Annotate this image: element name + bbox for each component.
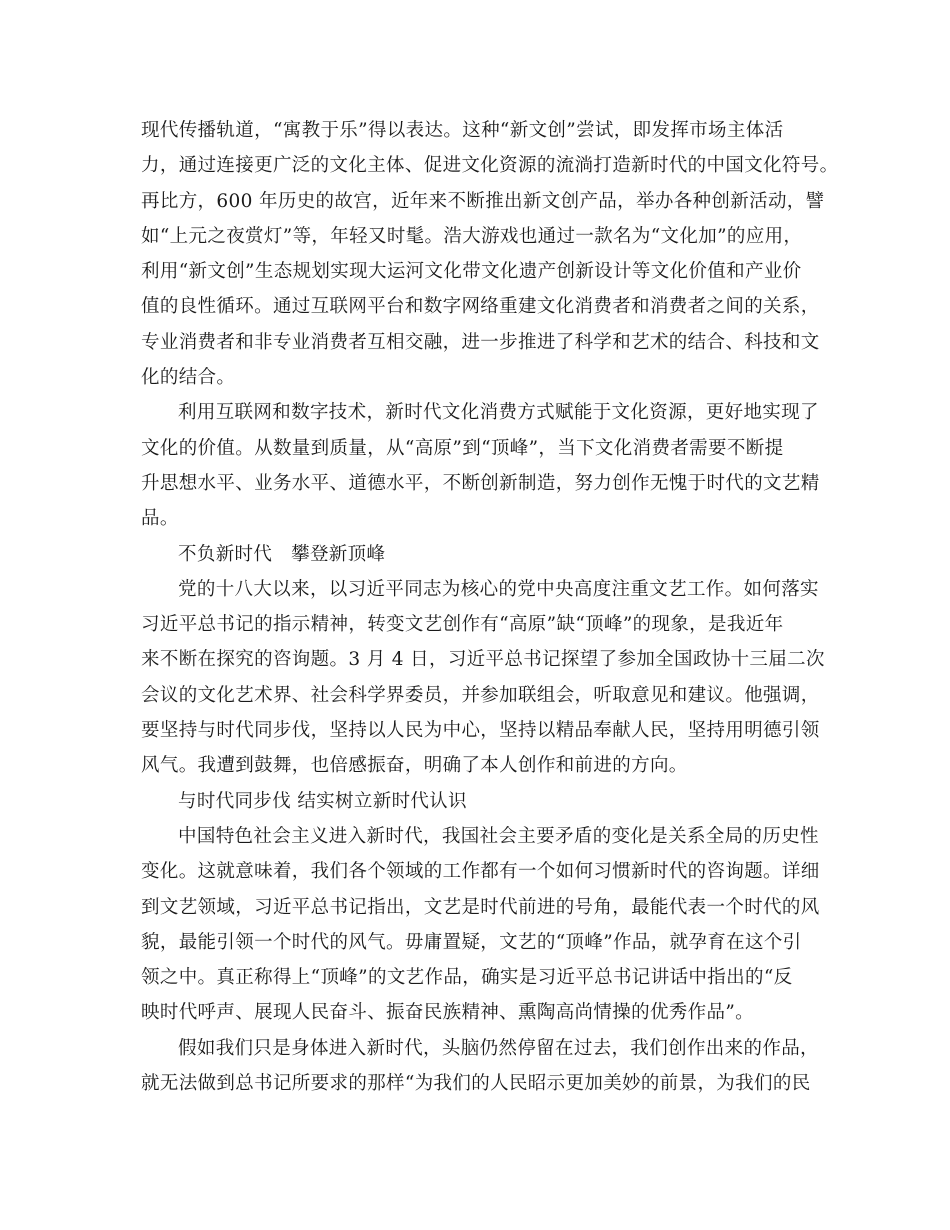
text-line: 不负新时代 攀登新顶峰 xyxy=(178,543,386,565)
text-line: 专业消费者和非专业消费者互相交融，进一步推进了科学和艺术的结合、科技和文 xyxy=(141,331,820,353)
text-line: 如“上元之夜赏灯”等，年轻又时髦。浩大游戏也通过一款名为“文化加”的应用， xyxy=(141,225,803,247)
text-line: 化的结合。 xyxy=(141,367,236,389)
text-line: 利用互联网和数字技术，新时代文化消费方式赋能于文化资源，更好地实现了 xyxy=(178,402,819,424)
text-line: 党的十八大以来，以习近平同志为核心的党中央高度注重文艺工作。如何落实 xyxy=(178,578,819,600)
text-line: 变化。这就意味着，我们各个领域的工作都有一个如何习惯新时代的咨询题。详细 xyxy=(141,861,820,883)
text-line: 利用“新文创”生态规划实现大运河文化带文化遗产创新设计等文化价值和产业价 xyxy=(141,261,802,283)
text-line: 中国特色社会主义进入新时代，我国社会主要矛盾的变化是关系全局的历史性 xyxy=(178,825,819,847)
text-line: 文化的价值。从数量到质量，从“高原”到“顶峰”，当下文化消费者需要不断提 xyxy=(141,437,784,459)
text-line: 升思想水平、业务水平、道德水平，不断创新制造，努力创作无愧于时代的文艺精 xyxy=(141,472,820,494)
text-line: 值的良性循环。通过互联网平台和数字网络重建文化消费者和消费者之间的关系， xyxy=(141,296,820,318)
text-line: 映时代呼声、展现人民奋斗、振奋民族精神、熏陶高尚情操的优秀作品”。 xyxy=(141,1002,755,1024)
text-line: 品。 xyxy=(141,508,179,530)
text-line: 来不断在探究的咨询题。3 月 4 日，习近平总书记探望了参加全国政协十三届二次 xyxy=(141,649,825,671)
text-line: 到文艺领域，习近平总书记指出，文艺是时代前进的号角，最能代表一个时代的风 xyxy=(141,896,820,918)
document-body xyxy=(141,113,839,1101)
text-line: 风气。我遭到鼓舞，也倍感振奋，明确了本人创作和前进的方向。 xyxy=(141,755,688,777)
text-line: 假如我们只是身体进入新时代，头脑仍然停留在过去，我们创作出来的作品， xyxy=(178,1037,819,1059)
text-line: 与时代同步伐 结实树立新时代认识 xyxy=(178,790,467,812)
text-line: 再比方，600 年历史的故宫，近年来不断推出新文创产品，举办各种创新活动，譬 xyxy=(141,190,825,212)
text-line: 要坚持与时代同步伐，坚持以人民为中心，坚持以精品奉献人民，坚持用明德引领 xyxy=(141,720,820,742)
text-line: 习近平总书记的指示精神，转变文艺创作有“高原”缺“顶峰”的现象，是我近年 xyxy=(141,614,784,636)
text-line: 貌，最能引领一个时代的风气。毋庸置疑，文艺的“顶峰”作品，就孕育在这个引 xyxy=(141,931,802,953)
text-line: 就无法做到总书记所要求的那样“为我们的人民昭示更加美妙的前景，为我们的民 xyxy=(141,1073,811,1095)
text-line: 力，通过连接更广泛的文化主体、促进文化资源的流淌打造新时代的中国文化符号。 xyxy=(141,155,839,177)
text-line: 会议的文化艺术界、社会科学界委员，并参加联组会，听取意见和建议。他强调， xyxy=(141,684,820,706)
text-line: 现代传播轨道，“寓教于乐”得以表达。这种“新文创”尝试，即发挥市场主体活 xyxy=(141,120,784,141)
text-line: 领之中。真正称得上“顶峰”的文艺作品，确实是习近平总书记讲话中指出的“反 xyxy=(141,967,793,989)
